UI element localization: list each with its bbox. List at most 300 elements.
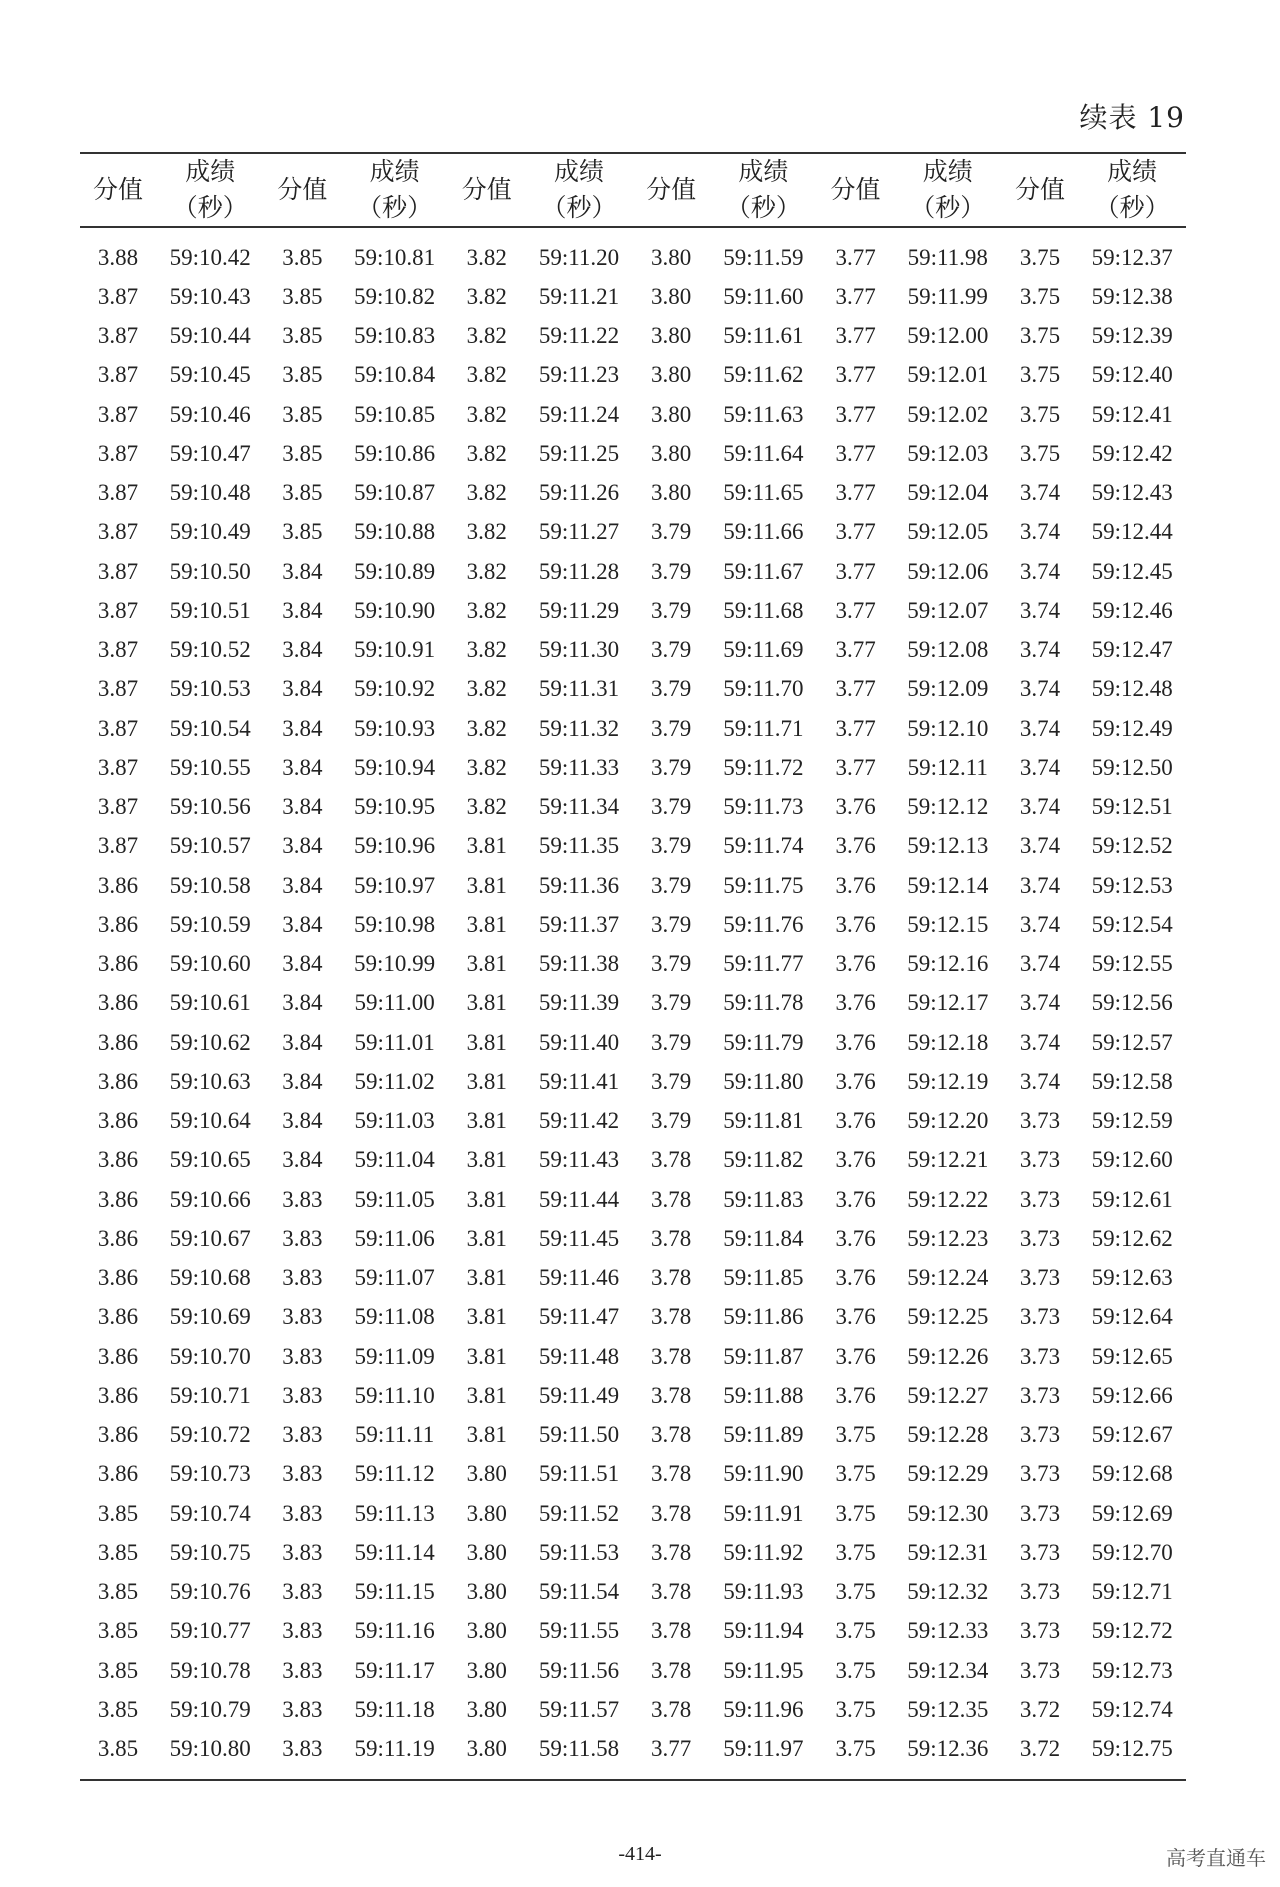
time-cell: 59:10.55 bbox=[169, 754, 251, 780]
score-cell: 3.84 bbox=[282, 833, 323, 859]
time-cell: 59:12.58 bbox=[1091, 1068, 1173, 1094]
score-cell: 3.76 bbox=[835, 951, 876, 977]
score-cell: 3.81 bbox=[466, 872, 507, 898]
time-cell: 59:11.28 bbox=[538, 558, 620, 584]
time-cell: 59:11.38 bbox=[538, 951, 620, 977]
time-cell: 59:12.17 bbox=[907, 990, 989, 1016]
score-cell: 3.73 bbox=[1019, 1461, 1061, 1487]
score-cell: 3.79 bbox=[651, 519, 692, 545]
score-cell: 3.77 bbox=[835, 244, 876, 270]
score-cell: 3.84 bbox=[282, 951, 323, 977]
time-cell: 59:12.15 bbox=[907, 911, 989, 937]
time-cell: 59:12.03 bbox=[907, 440, 989, 466]
header-score: 分值 bbox=[1002, 153, 1078, 227]
score-cell: 3.82 bbox=[466, 440, 507, 466]
score-cell: 3.80 bbox=[651, 401, 692, 427]
time-cell: 59:11.58 bbox=[525, 1730, 633, 1780]
time-cell: 59:12.32 bbox=[907, 1579, 989, 1605]
time-cell: 59:11.39 bbox=[538, 990, 620, 1016]
score-cell: 3.79 bbox=[651, 715, 692, 741]
time-cell: 59:11.27 bbox=[538, 519, 620, 545]
score-cell: 3.76 bbox=[835, 872, 876, 898]
time-cell: 59:10.45 bbox=[169, 362, 251, 388]
score-cell: 3.75 bbox=[835, 1500, 876, 1526]
time-cell: 59:10.42 bbox=[169, 244, 251, 270]
table-row bbox=[80, 1259, 1186, 1298]
time-cell: 59:11.94 bbox=[723, 1618, 804, 1644]
score-cell: 3.81 bbox=[466, 833, 507, 859]
score-cell: 3.77 bbox=[835, 480, 876, 506]
time-cell: 59:11.13 bbox=[354, 1500, 435, 1526]
time-cell: 59:12.08 bbox=[907, 637, 989, 663]
time-cell: 59:11.60 bbox=[723, 283, 804, 309]
score-cell: 3.77 bbox=[835, 637, 876, 663]
table-row bbox=[80, 1062, 1186, 1101]
score-cell: 3.81 bbox=[466, 990, 507, 1016]
table-row bbox=[80, 1455, 1186, 1494]
table-header bbox=[80, 153, 1186, 227]
score-cell: 3.73 bbox=[1019, 1382, 1061, 1408]
score-cell: 3.87 bbox=[97, 283, 139, 309]
time-cell: 59:11.75 bbox=[723, 872, 804, 898]
score-cell: 3.87 bbox=[97, 480, 139, 506]
score-cell: 3.77 bbox=[835, 676, 876, 702]
score-cell: 3.85 bbox=[282, 283, 323, 309]
time-cell: 59:10.54 bbox=[169, 715, 251, 741]
time-cell: 59:12.12 bbox=[907, 794, 989, 820]
time-cell: 59:11.37 bbox=[538, 911, 620, 937]
header-time-unit: （秒） bbox=[725, 193, 801, 222]
time-cell: 59:12.21 bbox=[907, 1147, 989, 1173]
score-cell: 3.81 bbox=[466, 1422, 507, 1448]
time-cell: 59:11.22 bbox=[538, 323, 620, 349]
score-cell: 3.82 bbox=[466, 676, 507, 702]
score-cell: 3.78 bbox=[651, 1225, 692, 1251]
score-cell: 3.82 bbox=[466, 558, 507, 584]
time-cell: 59:10.76 bbox=[169, 1579, 251, 1605]
header-time bbox=[709, 153, 817, 227]
time-cell: 59:12.56 bbox=[1091, 990, 1173, 1016]
score-cell: 3.82 bbox=[466, 597, 507, 623]
score-cell: 3.73 bbox=[1019, 1147, 1061, 1173]
score-cell: 3.85 bbox=[97, 1657, 139, 1683]
time-cell: 59:10.96 bbox=[354, 833, 436, 859]
time-cell: 59:12.35 bbox=[907, 1696, 989, 1722]
score-cell: 3.84 bbox=[282, 1029, 323, 1055]
score-cell: 3.84 bbox=[282, 911, 323, 937]
score-cell: 3.77 bbox=[835, 597, 876, 623]
time-cell: 59:11.50 bbox=[538, 1422, 620, 1448]
time-cell: 59:11.74 bbox=[723, 833, 804, 859]
score-cell: 3.85 bbox=[282, 323, 323, 349]
time-cell: 59:11.55 bbox=[538, 1618, 620, 1644]
time-cell: 59:11.56 bbox=[538, 1657, 620, 1683]
score-cell: 3.86 bbox=[97, 951, 139, 977]
time-cell: 59:11.45 bbox=[538, 1225, 620, 1251]
table-row bbox=[80, 945, 1186, 984]
table-row bbox=[80, 1180, 1186, 1219]
time-cell: 59:11.79 bbox=[723, 1029, 804, 1055]
score-cell: 3.73 bbox=[1019, 1500, 1061, 1526]
time-cell: 59:12.18 bbox=[907, 1029, 989, 1055]
time-cell: 59:10.44 bbox=[169, 323, 251, 349]
table-row bbox=[80, 670, 1186, 709]
time-cell: 59:12.11 bbox=[907, 754, 988, 780]
time-cell: 59:11.63 bbox=[723, 401, 804, 427]
time-cell: 59:11.18 bbox=[354, 1696, 435, 1722]
table-row bbox=[80, 591, 1186, 630]
time-cell: 59:12.20 bbox=[907, 1108, 989, 1134]
score-cell: 3.79 bbox=[651, 833, 692, 859]
time-cell: 59:10.84 bbox=[354, 362, 436, 388]
time-cell: 59:10.80 bbox=[156, 1730, 264, 1780]
score-cell: 3.83 bbox=[282, 1500, 323, 1526]
score-cell: 3.80 bbox=[466, 1539, 507, 1565]
score-cell: 3.85 bbox=[282, 440, 323, 466]
header-score: 分值 bbox=[264, 153, 340, 227]
score-cell: 3.86 bbox=[97, 1461, 139, 1487]
score-cell: 3.86 bbox=[97, 990, 139, 1016]
score-cell: 3.78 bbox=[651, 1382, 692, 1408]
header-time-unit: （秒） bbox=[357, 193, 433, 222]
score-cell: 3.87 bbox=[97, 715, 139, 741]
header-time-unit: （秒） bbox=[172, 193, 248, 222]
score-cell: 3.76 bbox=[835, 1225, 876, 1251]
score-cell: 3.87 bbox=[97, 558, 139, 584]
time-cell: 59:11.67 bbox=[723, 558, 804, 584]
time-cell: 59:11.52 bbox=[538, 1500, 620, 1526]
time-cell: 59:11.01 bbox=[354, 1029, 435, 1055]
score-cell: 3.80 bbox=[651, 244, 692, 270]
time-cell: 59:10.87 bbox=[354, 480, 436, 506]
score-cell: 3.75 bbox=[835, 1539, 876, 1565]
score-cell: 3.79 bbox=[651, 990, 692, 1016]
table-row bbox=[80, 317, 1186, 356]
time-cell: 59:11.33 bbox=[538, 754, 620, 780]
score-cell: 3.74 bbox=[1019, 1029, 1061, 1055]
time-cell: 59:10.62 bbox=[169, 1029, 251, 1055]
time-cell: 59:12.40 bbox=[1091, 362, 1173, 388]
table-row bbox=[80, 866, 1186, 905]
time-cell: 59:12.24 bbox=[907, 1265, 989, 1291]
time-cell: 59:11.08 bbox=[354, 1304, 435, 1330]
time-cell: 59:11.17 bbox=[354, 1657, 435, 1683]
score-cell: 3.85 bbox=[97, 1539, 139, 1565]
time-cell: 59:12.51 bbox=[1091, 794, 1173, 820]
time-cell: 59:12.01 bbox=[907, 362, 989, 388]
time-cell: 59:12.64 bbox=[1091, 1304, 1173, 1330]
time-cell: 59:10.74 bbox=[169, 1500, 251, 1526]
score-cell: 3.86 bbox=[97, 1422, 139, 1448]
score-cell: 3.73 bbox=[1019, 1304, 1061, 1330]
time-cell: 59:11.80 bbox=[723, 1068, 804, 1094]
score-cell: 3.84 bbox=[282, 794, 323, 820]
time-cell: 59:12.72 bbox=[1091, 1618, 1173, 1644]
score-cell: 3.82 bbox=[466, 519, 507, 545]
score-cell: 3.75 bbox=[1019, 323, 1061, 349]
time-cell: 59:12.59 bbox=[1091, 1108, 1173, 1134]
header-time-unit: （秒） bbox=[1094, 193, 1170, 222]
score-cell: 3.79 bbox=[651, 558, 692, 584]
score-cell: 3.73 bbox=[1019, 1539, 1061, 1565]
time-cell: 59:12.70 bbox=[1091, 1539, 1173, 1565]
score-cell: 3.80 bbox=[466, 1618, 507, 1644]
time-cell: 59:12.45 bbox=[1091, 558, 1173, 584]
table-row bbox=[80, 748, 1186, 787]
time-cell: 59:11.66 bbox=[723, 519, 804, 545]
score-cell: 3.83 bbox=[264, 1730, 340, 1780]
time-cell: 59:11.40 bbox=[538, 1029, 620, 1055]
header-time-unit: （秒） bbox=[910, 193, 986, 222]
time-cell: 59:10.43 bbox=[169, 283, 251, 309]
score-cell: 3.78 bbox=[651, 1500, 692, 1526]
score-cell: 3.82 bbox=[466, 283, 507, 309]
score-cell: 3.78 bbox=[651, 1461, 692, 1487]
time-cell: 59:11.65 bbox=[723, 480, 804, 506]
score-cell: 3.74 bbox=[1019, 833, 1061, 859]
score-cell: 3.83 bbox=[282, 1422, 323, 1448]
score-cell: 3.83 bbox=[282, 1461, 323, 1487]
score-cell: 3.81 bbox=[466, 1108, 507, 1134]
header-time bbox=[340, 153, 448, 227]
score-cell: 3.83 bbox=[282, 1579, 323, 1605]
table-row bbox=[80, 1376, 1186, 1415]
time-cell: 59:10.63 bbox=[169, 1068, 251, 1094]
time-cell: 59:12.06 bbox=[907, 558, 989, 584]
time-cell: 59:11.77 bbox=[723, 951, 804, 977]
time-cell: 59:12.29 bbox=[907, 1461, 989, 1487]
score-cell: 3.80 bbox=[651, 323, 692, 349]
score-cell: 3.77 bbox=[835, 283, 876, 309]
time-cell: 59:12.50 bbox=[1091, 754, 1173, 780]
time-cell: 59:12.37 bbox=[1091, 244, 1173, 270]
time-cell: 59:11.70 bbox=[723, 676, 804, 702]
score-cell: 3.87 bbox=[97, 323, 139, 349]
header-score: 分值 bbox=[818, 153, 894, 227]
score-cell: 3.79 bbox=[651, 1068, 692, 1094]
time-cell: 59:11.62 bbox=[723, 362, 804, 388]
score-cell: 3.74 bbox=[1019, 1068, 1061, 1094]
time-cell: 59:11.76 bbox=[723, 911, 804, 937]
time-cell: 59:11.90 bbox=[723, 1461, 804, 1487]
score-cell: 3.76 bbox=[835, 1029, 876, 1055]
score-cell: 3.76 bbox=[835, 1304, 876, 1330]
score-cell: 3.76 bbox=[835, 1265, 876, 1291]
time-cell: 59:12.54 bbox=[1091, 911, 1173, 937]
time-cell: 59:11.85 bbox=[723, 1265, 804, 1291]
score-cell: 3.85 bbox=[97, 1696, 139, 1722]
time-cell: 59:10.72 bbox=[169, 1422, 251, 1448]
table-row bbox=[80, 1219, 1186, 1258]
score-cell: 3.77 bbox=[835, 558, 876, 584]
score-cell: 3.78 bbox=[651, 1696, 692, 1722]
score-cell: 3.74 bbox=[1019, 951, 1061, 977]
time-cell: 59:12.62 bbox=[1091, 1225, 1173, 1251]
score-cell: 3.74 bbox=[1019, 637, 1061, 663]
time-cell: 59:11.92 bbox=[723, 1539, 804, 1565]
header-time-label: 成绩 bbox=[553, 157, 604, 186]
time-cell: 59:10.47 bbox=[169, 440, 251, 466]
score-cell: 3.86 bbox=[97, 911, 139, 937]
time-cell: 59:12.73 bbox=[1091, 1657, 1173, 1683]
time-cell: 59:12.47 bbox=[1091, 637, 1173, 663]
score-cell: 3.85 bbox=[97, 1579, 139, 1605]
time-cell: 59:11.59 bbox=[723, 244, 804, 270]
score-cell: 3.87 bbox=[97, 794, 139, 820]
score-cell: 3.74 bbox=[1019, 597, 1061, 623]
score-cell: 3.78 bbox=[651, 1265, 692, 1291]
time-cell: 59:11.23 bbox=[538, 362, 620, 388]
table-row bbox=[80, 1141, 1186, 1180]
time-cell: 59:10.73 bbox=[169, 1461, 251, 1487]
score-cell: 3.75 bbox=[1019, 244, 1061, 270]
score-cell: 3.76 bbox=[835, 911, 876, 937]
time-cell: 59:11.03 bbox=[354, 1108, 435, 1134]
score-cell: 3.84 bbox=[282, 1068, 323, 1094]
time-cell: 59:10.92 bbox=[354, 676, 436, 702]
score-cell: 3.86 bbox=[97, 1029, 139, 1055]
score-cell: 3.75 bbox=[1019, 362, 1061, 388]
score-cell: 3.76 bbox=[835, 990, 876, 1016]
score-cell: 3.82 bbox=[466, 715, 507, 741]
score-cell: 3.83 bbox=[282, 1225, 323, 1251]
score-cell: 3.76 bbox=[835, 1147, 876, 1173]
score-cell: 3.73 bbox=[1019, 1108, 1061, 1134]
time-cell: 59:12.36 bbox=[894, 1730, 1002, 1780]
time-cell: 59:12.31 bbox=[907, 1539, 989, 1565]
score-cell: 3.87 bbox=[97, 676, 139, 702]
score-cell: 3.83 bbox=[282, 1539, 323, 1565]
time-cell: 59:12.71 bbox=[1091, 1579, 1173, 1605]
score-cell: 3.86 bbox=[97, 1186, 139, 1212]
score-cell: 3.78 bbox=[651, 1147, 692, 1173]
time-cell: 59:10.64 bbox=[169, 1108, 251, 1134]
time-cell: 59:11.19 bbox=[340, 1730, 448, 1780]
time-cell: 59:10.59 bbox=[169, 911, 251, 937]
score-cell: 3.80 bbox=[651, 283, 692, 309]
score-cell: 3.73 bbox=[1019, 1657, 1061, 1683]
time-cell: 59:11.96 bbox=[723, 1696, 804, 1722]
time-cell: 59:11.09 bbox=[354, 1343, 435, 1369]
score-cell: 3.80 bbox=[466, 1657, 507, 1683]
score-cell: 3.79 bbox=[651, 637, 692, 663]
score-cell: 3.87 bbox=[97, 597, 139, 623]
score-cell: 3.82 bbox=[466, 754, 507, 780]
table-row bbox=[80, 1612, 1186, 1651]
score-cell: 3.74 bbox=[1019, 480, 1061, 506]
time-cell: 59:10.98 bbox=[354, 911, 436, 937]
score-cell: 3.82 bbox=[466, 362, 507, 388]
score-cell: 3.84 bbox=[282, 990, 323, 1016]
time-cell: 59:11.78 bbox=[723, 990, 804, 1016]
score-cell: 3.85 bbox=[282, 362, 323, 388]
header-score: 分值 bbox=[449, 153, 525, 227]
time-cell: 59:10.65 bbox=[169, 1147, 251, 1173]
time-cell: 59:12.48 bbox=[1091, 676, 1173, 702]
time-cell: 59:11.12 bbox=[354, 1461, 435, 1487]
score-cell: 3.77 bbox=[633, 1730, 709, 1780]
time-cell: 59:11.14 bbox=[354, 1539, 435, 1565]
score-cell: 3.82 bbox=[466, 637, 507, 663]
table-row bbox=[80, 788, 1186, 827]
time-cell: 59:10.83 bbox=[354, 323, 436, 349]
table-row bbox=[80, 984, 1186, 1023]
score-cell: 3.84 bbox=[282, 1108, 323, 1134]
time-cell: 59:12.69 bbox=[1091, 1500, 1173, 1526]
time-cell: 59:10.57 bbox=[169, 833, 251, 859]
time-cell: 59:11.20 bbox=[538, 244, 620, 270]
table-row bbox=[80, 552, 1186, 591]
score-cell: 3.87 bbox=[97, 362, 139, 388]
score-cell: 3.80 bbox=[466, 1500, 507, 1526]
page-number: -414- bbox=[618, 1843, 662, 1865]
time-cell: 59:11.11 bbox=[354, 1422, 435, 1448]
score-cell: 3.83 bbox=[282, 1343, 323, 1369]
time-cell: 59:10.90 bbox=[354, 597, 436, 623]
time-cell: 59:12.16 bbox=[907, 951, 989, 977]
score-cell: 3.80 bbox=[651, 480, 692, 506]
time-cell: 59:12.67 bbox=[1091, 1422, 1173, 1448]
time-cell: 59:11.93 bbox=[723, 1579, 804, 1605]
score-cell: 3.83 bbox=[282, 1696, 323, 1722]
time-cell: 59:10.91 bbox=[354, 637, 436, 663]
table-row bbox=[80, 277, 1186, 316]
time-cell: 59:10.85 bbox=[354, 401, 436, 427]
time-cell: 59:12.14 bbox=[907, 872, 989, 898]
score-cell: 3.86 bbox=[97, 1265, 139, 1291]
table-row bbox=[80, 1651, 1186, 1690]
time-cell: 59:11.84 bbox=[723, 1225, 804, 1251]
time-cell: 59:11.57 bbox=[538, 1696, 620, 1722]
score-cell: 3.80 bbox=[651, 362, 692, 388]
time-cell: 59:11.06 bbox=[354, 1225, 435, 1251]
header-time bbox=[156, 153, 264, 227]
score-cell: 3.73 bbox=[1019, 1265, 1061, 1291]
score-cell: 3.73 bbox=[1019, 1186, 1061, 1212]
time-cell: 59:10.86 bbox=[354, 440, 436, 466]
score-cell: 3.84 bbox=[282, 1147, 323, 1173]
time-cell: 59:12.09 bbox=[907, 676, 989, 702]
time-cell: 59:10.46 bbox=[169, 401, 251, 427]
time-cell: 59:11.41 bbox=[538, 1068, 620, 1094]
table-row bbox=[80, 631, 1186, 670]
time-cell: 59:12.52 bbox=[1091, 833, 1173, 859]
time-cell: 59:10.81 bbox=[354, 244, 436, 270]
time-cell: 59:11.15 bbox=[354, 1579, 435, 1605]
score-cell: 3.78 bbox=[651, 1539, 692, 1565]
time-cell: 59:11.48 bbox=[538, 1343, 620, 1369]
score-cell: 3.81 bbox=[466, 1382, 507, 1408]
time-cell: 59:12.43 bbox=[1091, 480, 1173, 506]
score-cell: 3.81 bbox=[466, 1147, 507, 1173]
score-cell: 3.77 bbox=[835, 323, 876, 349]
time-cell: 59:12.27 bbox=[907, 1382, 989, 1408]
time-cell: 59:12.19 bbox=[907, 1068, 989, 1094]
time-cell: 59:10.95 bbox=[354, 794, 436, 820]
score-cell: 3.87 bbox=[97, 519, 139, 545]
score-cell: 3.79 bbox=[651, 794, 692, 820]
time-cell: 59:10.93 bbox=[354, 715, 436, 741]
time-cell: 59:12.26 bbox=[907, 1343, 989, 1369]
score-cell: 3.73 bbox=[1019, 1225, 1061, 1251]
time-cell: 59:10.51 bbox=[169, 597, 251, 623]
score-cell: 3.79 bbox=[651, 951, 692, 977]
time-cell: 59:12.68 bbox=[1091, 1461, 1173, 1487]
score-cell: 3.80 bbox=[466, 1696, 507, 1722]
score-table bbox=[80, 152, 1186, 1781]
score-cell: 3.83 bbox=[282, 1657, 323, 1683]
time-cell: 59:10.82 bbox=[354, 283, 436, 309]
